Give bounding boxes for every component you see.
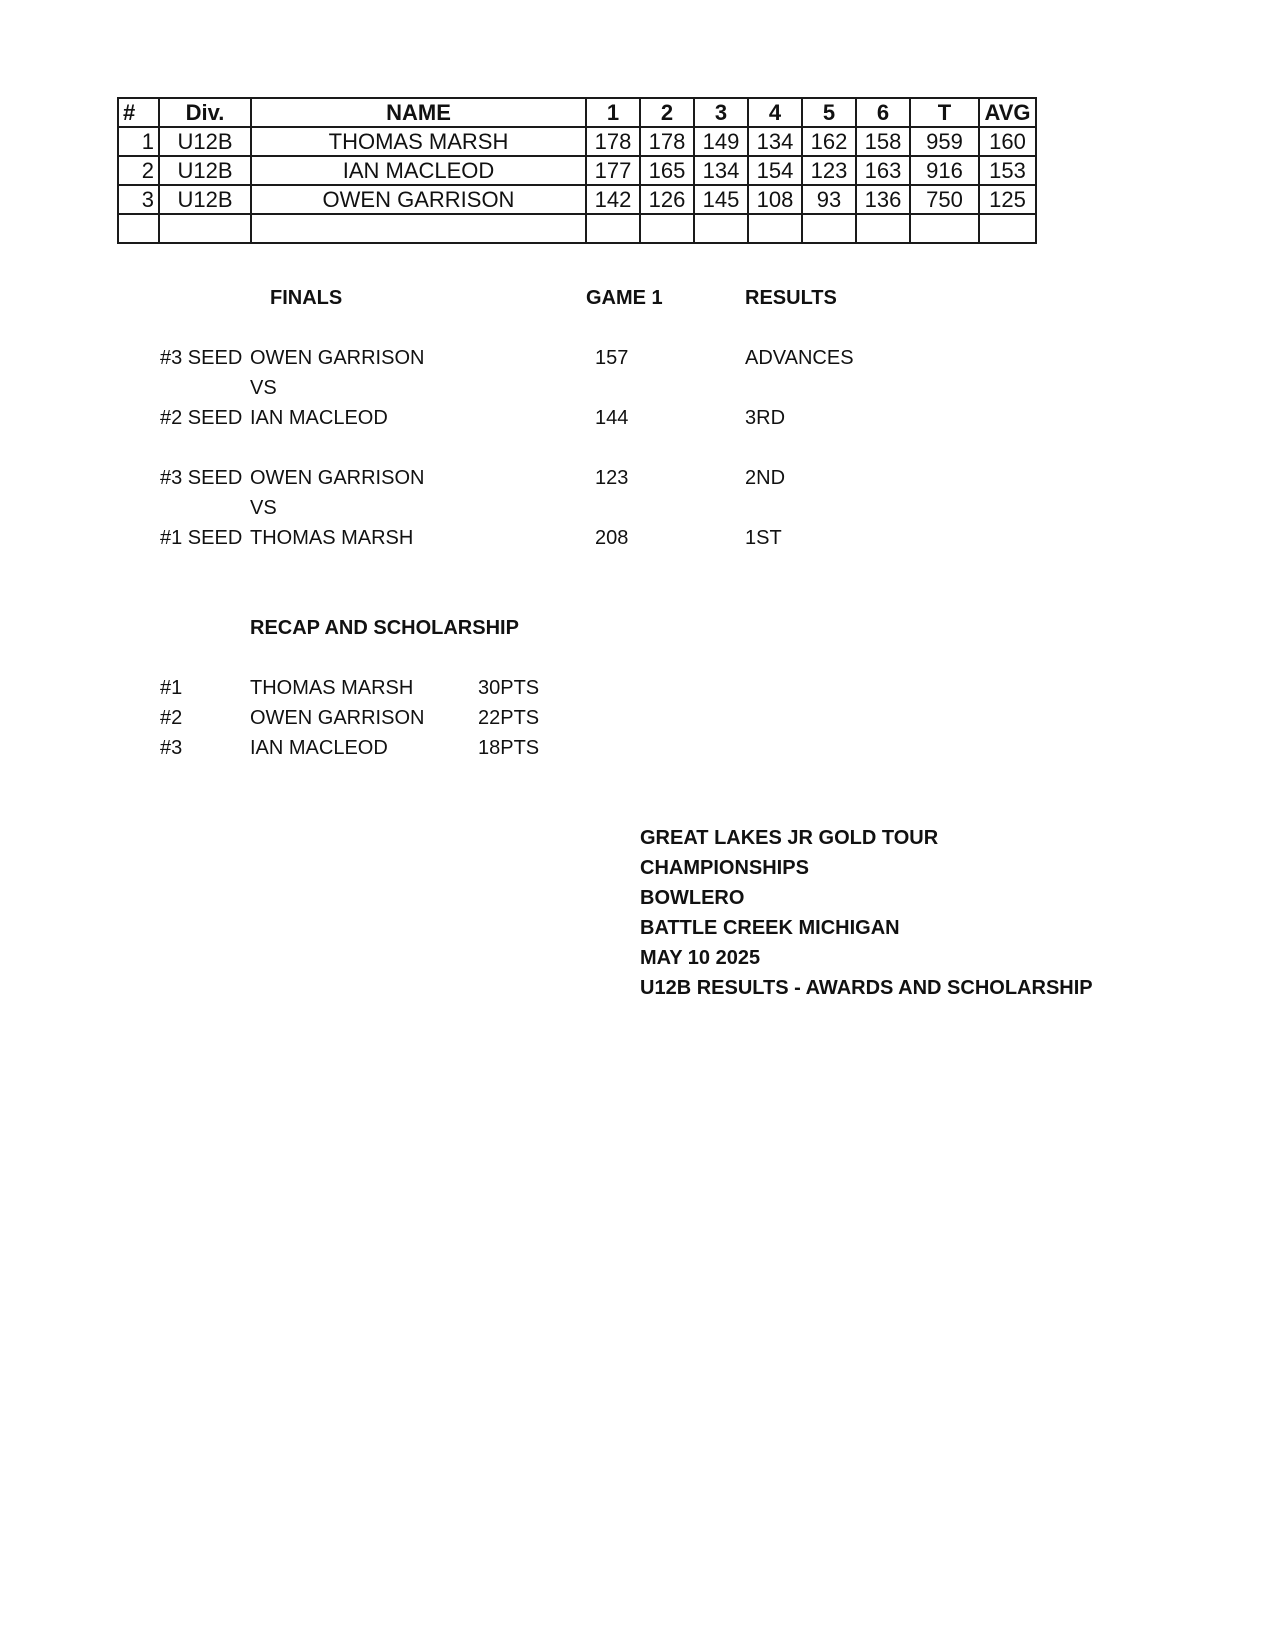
event-line: MAY 10 2025	[640, 947, 761, 969]
cell-game-4: 134	[748, 127, 802, 156]
recap-points: 18PTS	[478, 737, 540, 759]
empty-cell	[694, 214, 748, 243]
cell-rank: 3	[118, 185, 159, 214]
recap-place: #2	[160, 707, 183, 729]
recap-points: 30PTS	[478, 677, 540, 699]
match-result: 1ST	[745, 527, 782, 549]
empty-cell	[979, 214, 1036, 243]
qualifying-results-table	[117, 97, 1037, 244]
recap-name: IAN MACLEOD	[250, 737, 388, 759]
cell-game-5: 93	[802, 185, 856, 214]
cell-division: U12B	[159, 156, 251, 185]
column-header-name: NAME	[251, 98, 586, 127]
seed-label: #1 SEED	[160, 527, 243, 549]
cell-rank: 1	[118, 127, 159, 156]
column-header-game-5: 5	[802, 98, 856, 127]
empty-cell	[802, 214, 856, 243]
table-row	[118, 127, 1036, 156]
empty-cell	[748, 214, 802, 243]
cell-average: 125	[979, 185, 1036, 214]
table-row-empty	[118, 214, 1036, 243]
cell-game-4: 108	[748, 185, 802, 214]
seed-label: #3 SEED	[160, 467, 243, 489]
results-heading: RESULTS	[745, 287, 837, 309]
column-header-rank: #	[118, 98, 159, 127]
bowler-name: THOMAS MARSH	[250, 527, 414, 549]
cell-game-1: 177	[586, 156, 640, 185]
cell-name: THOMAS MARSH	[251, 127, 586, 156]
seed-label: #2 SEED	[160, 407, 243, 429]
empty-cell	[586, 214, 640, 243]
column-header-game-6: 6	[856, 98, 910, 127]
cell-game-6: 163	[856, 156, 910, 185]
cell-average: 160	[979, 127, 1036, 156]
column-header-average: AVG	[979, 98, 1036, 127]
cell-division: U12B	[159, 185, 251, 214]
cell-division: U12B	[159, 127, 251, 156]
game-score: 157	[595, 347, 629, 369]
cell-rank: 2	[118, 156, 159, 185]
game-score: 144	[595, 407, 629, 429]
cell-total: 959	[910, 127, 979, 156]
column-header-game-2: 2	[640, 98, 694, 127]
vs-label: VS	[250, 377, 277, 399]
vs-label: VS	[250, 497, 277, 519]
table-header-row	[118, 98, 1036, 127]
cell-game-2: 178	[640, 127, 694, 156]
empty-cell	[910, 214, 979, 243]
event-line: BOWLERO	[640, 887, 745, 909]
event-line: U12B RESULTS - AWARDS AND SCHOLARSHIP	[640, 977, 1093, 999]
bowler-name: IAN MACLEOD	[250, 407, 388, 429]
cell-total: 750	[910, 185, 979, 214]
table-row	[118, 156, 1036, 185]
seed-label: #3 SEED	[160, 347, 243, 369]
cell-game-6: 158	[856, 127, 910, 156]
recap-place: #1	[160, 677, 183, 699]
column-header-game-1: 1	[586, 98, 640, 127]
recap-heading: RECAP AND SCHOLARSHIP	[250, 617, 519, 639]
cell-total: 916	[910, 156, 979, 185]
cell-game-2: 165	[640, 156, 694, 185]
cell-game-1: 142	[586, 185, 640, 214]
cell-game-1: 178	[586, 127, 640, 156]
match-result: ADVANCES	[745, 347, 854, 369]
cell-game-5: 162	[802, 127, 856, 156]
cell-name: OWEN GARRISON	[251, 185, 586, 214]
cell-game-5: 123	[802, 156, 856, 185]
cell-game-3: 149	[694, 127, 748, 156]
column-header-game-3: 3	[694, 98, 748, 127]
event-line: CHAMPIONSHIPS	[640, 857, 809, 879]
game-score: 123	[595, 467, 629, 489]
finals-heading: FINALS	[270, 287, 343, 309]
empty-cell	[159, 214, 251, 243]
recap-name: OWEN GARRISON	[250, 707, 425, 729]
column-header-total: T	[910, 98, 979, 127]
cell-game-4: 154	[748, 156, 802, 185]
empty-cell	[856, 214, 910, 243]
column-header-game-4: 4	[748, 98, 802, 127]
bowler-name: OWEN GARRISON	[250, 467, 425, 489]
cell-game-3: 145	[694, 185, 748, 214]
match-result: 2ND	[745, 467, 786, 489]
empty-cell	[118, 214, 159, 243]
cell-name: IAN MACLEOD	[251, 156, 586, 185]
cell-average: 153	[979, 156, 1036, 185]
table-row	[118, 185, 1036, 214]
empty-cell	[640, 214, 694, 243]
recap-points: 22PTS	[478, 707, 540, 729]
game-1-heading: GAME 1	[586, 287, 663, 309]
bowler-name: OWEN GARRISON	[250, 347, 425, 369]
cell-game-3: 134	[694, 156, 748, 185]
column-header-division: Div.	[159, 98, 251, 127]
event-line: GREAT LAKES JR GOLD TOUR	[640, 827, 939, 849]
match-result: 3RD	[745, 407, 786, 429]
cell-game-6: 136	[856, 185, 910, 214]
recap-name: THOMAS MARSH	[250, 677, 414, 699]
game-score: 208	[595, 527, 629, 549]
recap-place: #3	[160, 737, 183, 759]
empty-cell	[251, 214, 586, 243]
cell-game-2: 126	[640, 185, 694, 214]
event-line: BATTLE CREEK MICHIGAN	[640, 917, 900, 939]
